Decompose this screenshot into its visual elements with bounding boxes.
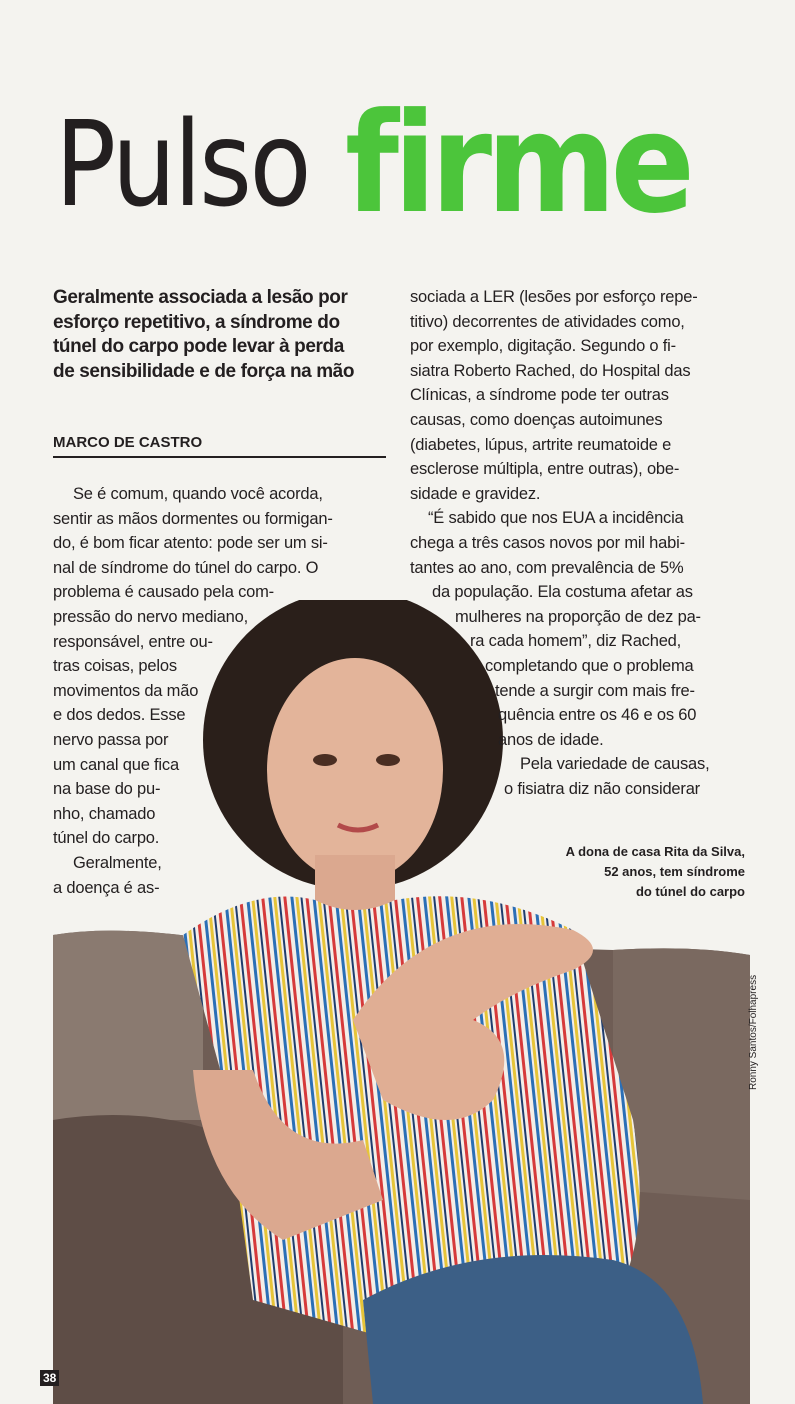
body-line: tende a surgir com mais fre- xyxy=(495,681,695,700)
body-line: “É sabido que nos EUA a incidência xyxy=(428,509,684,528)
lede-line: de sensibilidade e de força na mão xyxy=(53,360,355,382)
headline xyxy=(55,83,690,255)
body-line: Geralmente, xyxy=(73,853,162,872)
photo-credit: Ronny Santos/Folhapress xyxy=(748,974,759,1090)
body-line: a doença é as- xyxy=(53,878,160,897)
body-line: titivo) decorrentes de atividades como, xyxy=(410,312,685,331)
headline-word-2: firme xyxy=(345,83,690,244)
body-line: nho, chamado xyxy=(53,804,156,823)
body-line: nervo passa por xyxy=(53,730,169,749)
caption-line: 52 anos, tem síndrome xyxy=(604,864,745,879)
body-line: na base do pu- xyxy=(53,780,161,799)
body-line: ra cada homem”, diz Rached, xyxy=(470,632,682,651)
caption-line: A dona de casa Rita da Silva, xyxy=(565,844,745,859)
body-line: problema é causado pela com- xyxy=(53,583,274,602)
body-line: sentir as mãos dormentes ou formigan- xyxy=(53,509,333,528)
body-column-2 xyxy=(410,285,709,801)
headline-word-1: Pulso xyxy=(55,95,309,233)
body-line: nal de síndrome do túnel do carpo. O xyxy=(53,558,319,577)
body-line: (diabetes, lúpus, artrite reumatoide e xyxy=(410,435,672,454)
body-line: responsável, entre ou- xyxy=(53,632,213,651)
body-line: sidade e gravidez. xyxy=(410,484,541,503)
body-line: pressão do nervo mediano, xyxy=(53,607,248,626)
body-line: Clínicas, a síndrome pode ter outras xyxy=(410,386,669,405)
body-line: túnel do carpo. xyxy=(53,829,160,848)
byline: MARCO DE CASTRO xyxy=(53,434,386,458)
body-line: um canal que fica xyxy=(53,755,179,774)
body-line: movimentos da mão xyxy=(53,681,199,700)
lede-line: túnel do carpo pode levar à perda xyxy=(53,336,344,357)
body-line: chega a três casos novos por mil habi- xyxy=(410,533,685,552)
lede-line: Geralmente associada a lesão por xyxy=(53,287,348,308)
caption-line: do túnel do carpo xyxy=(635,884,745,899)
body-line: do, é bom ficar atento: pode ser um si- xyxy=(53,534,328,553)
photo-caption xyxy=(525,842,745,902)
page-number: 38 xyxy=(40,1370,59,1386)
body-line: completando que o problema xyxy=(485,656,694,675)
body-line: da população. Ela costuma afetar as xyxy=(432,583,693,602)
body-line: por exemplo, digitação. Segundo o fi- xyxy=(410,337,676,356)
lede xyxy=(53,286,383,384)
body-line: esclerose múltipla, entre outras), obe- xyxy=(410,460,680,479)
body-line: Se é comum, quando você acorda, xyxy=(73,485,323,503)
body-line: mulheres na proporção de dez pa- xyxy=(455,607,701,626)
body-line: sociada a LER (lesões por esforço repe- xyxy=(410,288,698,306)
body-column-1 xyxy=(53,482,333,900)
body-line: o fisiatra diz não considerar xyxy=(504,779,700,798)
body-line: anos de idade. xyxy=(498,730,604,749)
body-line: Pela variedade de causas, xyxy=(520,755,710,774)
body-line: tras coisas, pelos xyxy=(53,657,177,676)
body-line: causas, como doenças autoimunes xyxy=(410,410,663,429)
body-line: siatra Roberto Rached, do Hospital das xyxy=(410,361,691,380)
body-line: quência entre os 46 e os 60 xyxy=(498,706,697,725)
lede-line: esforço repetitivo, a síndrome do xyxy=(53,311,340,333)
body-line: e dos dedos. Esse xyxy=(53,706,186,725)
body-line: tantes ao ano, com prevalência de 5% xyxy=(410,558,684,577)
